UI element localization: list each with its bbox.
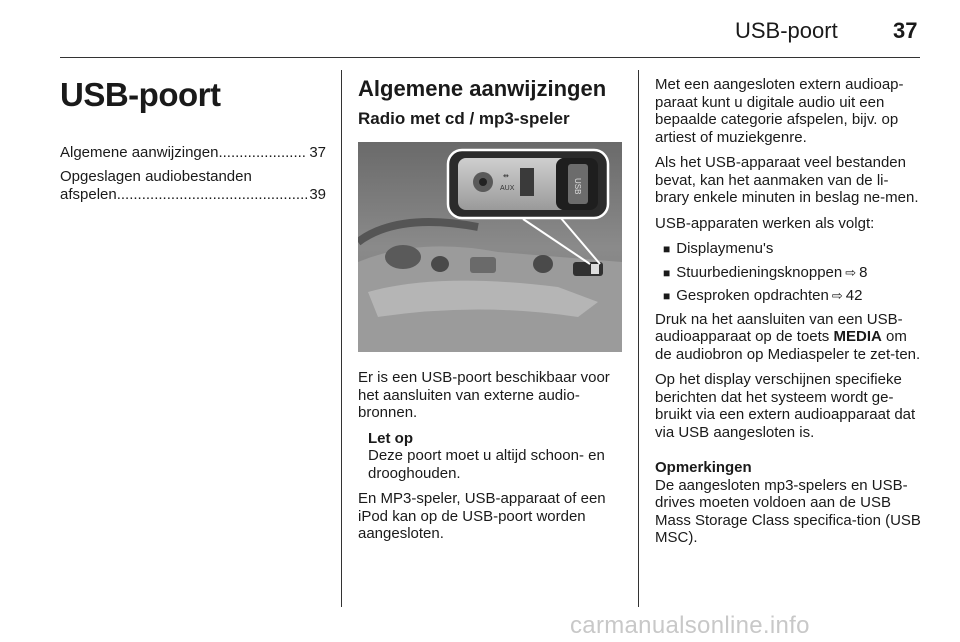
bullet-item: ■ Displaymenu's <box>663 240 774 257</box>
cross-reference-link[interactable]: 42 <box>845 287 863 304</box>
remarks-title: Opmerkingen <box>655 459 752 476</box>
aux-label: AUX <box>500 185 515 192</box>
section-title: Algemene aanwijzingen <box>358 76 607 101</box>
paragraph: Er is een USB-poort beschikbaar voor het aansluiten van externe audio-bronnen. <box>358 369 610 421</box>
toc-page: 37 <box>309 144 326 161</box>
toc-leader <box>117 186 308 204</box>
content-column-2 <box>358 76 626 551</box>
usb-symbol-label: ⇹ <box>503 173 509 180</box>
note-title: Let op <box>368 429 413 447</box>
toc-label: Algemene aanwijzingen <box>60 144 219 161</box>
bullet-square-icon: ■ <box>663 289 671 303</box>
paragraph: USB-apparaten werken als volgt: <box>655 214 875 232</box>
toc-column <box>60 76 326 210</box>
header-rule <box>60 57 920 58</box>
usb-port-photo <box>358 142 622 352</box>
chapter-title: USB-poort <box>60 76 221 113</box>
paragraph: Op het display verschijnen specifieke berichten dat het systeem wordt ge-bruikt via een extern audioapparaat dat via USB aangesloten is. <box>655 371 916 441</box>
cross-reference-arrow-icon: ⇨ <box>845 264 857 280</box>
column-divider <box>638 70 639 607</box>
usb-port-label: USB <box>573 178 582 195</box>
toc-label: Opgeslagen audiobestanden <box>60 168 252 185</box>
bullet-square-icon: ■ <box>663 265 671 280</box>
media-key-label: MEDIA <box>833 328 882 345</box>
note-text: Deze poort moet u altijd schoon- en drooghouden. <box>368 447 605 482</box>
content-column-3 <box>655 76 921 555</box>
bullet-item: ■ Stuurbedieningsknoppen ⇨ 8 <box>663 263 868 281</box>
paragraph: En MP3-speler, USB-apparaat of een iPod kan op de USB-poort worden aangesloten. <box>358 490 606 542</box>
bullet-square-icon: ■ <box>663 242 671 256</box>
cross-reference-link[interactable]: 8 <box>859 263 868 281</box>
column-divider <box>341 70 342 607</box>
paragraph: Druk na het aansluiten van een USB-audioapparaat op de toets MEDIA om de audiobron op Mediaspeler te zet-ten. <box>655 310 921 363</box>
toc-entry[interactable] <box>60 144 326 162</box>
paragraph: Met een aangesloten extern audioap-paraat kunt u digitale audio uit een bepaalde categorie afspelen, bijv. op artiest of muziekgenre. <box>655 76 904 146</box>
toc-page: 39 <box>309 186 326 203</box>
page-number: 37 <box>893 18 918 43</box>
remarks-text: De aangesloten mp3-spelers en USB-drives moeten voldoen aan de USB Mass Storage Class specifica-tion (USB MSC). <box>655 476 921 546</box>
cross-reference-arrow-icon: ⇨ <box>831 288 843 303</box>
bullet-item: ■ Gesproken opdrachten ⇨ 42 <box>663 287 863 304</box>
subsection-title: Radio met cd / mp3-speler <box>358 109 570 128</box>
paragraph: Als het USB-apparaat veel bestanden bevat, kan het aanmaken van de li-brary enkele minuten in beslag ne-men. <box>655 154 919 206</box>
running-header-title: USB-poort <box>735 18 838 43</box>
toc-entry[interactable] <box>60 168 326 204</box>
watermark: carmanualsonline.info <box>570 612 810 639</box>
note-box <box>358 430 626 483</box>
toc-leader <box>218 144 307 162</box>
toc-label: afspelen <box>60 186 117 203</box>
